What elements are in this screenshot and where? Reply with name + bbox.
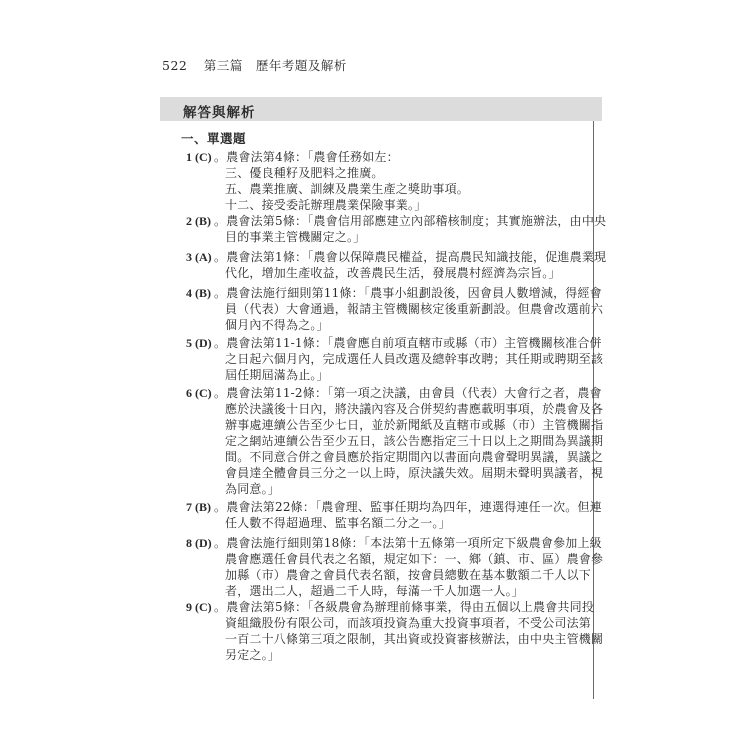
answer-number: 4 (B) bbox=[186, 286, 211, 300]
answer-text-line: 五、農業推廣、訓練及農業生產之獎助事項。 bbox=[225, 182, 470, 196]
answer-text-line: 。農會法第22條：「農會理、監事任期均為四年，連選得連任一次。但連 bbox=[214, 500, 602, 514]
page-number: 522 bbox=[162, 58, 188, 73]
answer-number: 9 (C) bbox=[186, 600, 212, 614]
answer-text-line: 加縣（市）農會之會員代表名額，按會員總數在基本數額二千人以下 bbox=[225, 568, 592, 582]
running-header bbox=[162, 56, 347, 74]
answer-text-line: 。農會法第11-2條：「第一項之決議，由會員（代表）大會行之者，農會 bbox=[214, 386, 602, 400]
answer-text-line: 員（代表）大會通過，報請主管機關核定後重新劃設。但農會改選前六 bbox=[225, 302, 604, 316]
answer-number: 1 (C) bbox=[186, 150, 212, 164]
answer-text-line: 任人數不得超過理、監事名額二分之一。」 bbox=[225, 516, 451, 530]
answer-text-line: 代化，增加生產收益，改善農民生活，發展農村經濟為宗旨。」 bbox=[225, 266, 561, 280]
chapter-title: 第三篇 歷年考題及解析 bbox=[203, 58, 347, 73]
answer-text-line: 一百二十八條第三項之限制，其出資或投資審核辦法，由中央主管機關 bbox=[225, 632, 604, 646]
answer-text-line: 。農會法第5條：「各級農會為辦理前條事業，得由五個以上農會共同投 bbox=[214, 600, 595, 614]
answer-number: 3 (A) bbox=[186, 250, 212, 264]
answer-text-line: 個月內不得為之。」 bbox=[225, 318, 329, 332]
answer-number: 8 (D) bbox=[186, 536, 212, 550]
answer-text-line: 辦事處連續公告至少七日，並於新聞紙及直轄市或縣（市）主管機關指 bbox=[225, 418, 604, 432]
answer-text-line: 屆任期屆滿為止。」 bbox=[225, 368, 329, 382]
answer-text-line: 為同意。」 bbox=[225, 482, 281, 496]
answer-number: 5 (D) bbox=[186, 336, 212, 350]
answer-text-line: 十二、接受委託辦理農業保險事業。」 bbox=[225, 198, 427, 212]
answer-text-line: 。農會法施行細則第11條：「農事小組劃設後，因會員人數增減，得經會 bbox=[214, 286, 602, 300]
answer-text-line: 應於決議後十日內，將決議內容及合併契約書應載明事項，於農會及各 bbox=[225, 402, 604, 416]
answer-text-line: 三、優良種籽及肥料之推廣。 bbox=[225, 166, 384, 180]
answer-text-line: 。農會法第4條：「農會任務如左： bbox=[214, 150, 399, 164]
answer-text-line: 定之網站連續公告至少五日，該公告應指定三十日以上之期間為異議期 bbox=[225, 434, 604, 448]
answer-text-line: 。農會法第1條：「農會以保障農民權益，提高農民知識技能，促進農業現 bbox=[214, 250, 607, 264]
answer-text-line: 資組織股份有限公司，而該項投資為重大投資事項者，不受公司法第 bbox=[225, 616, 592, 630]
answer-text-line: 。農會法第5條：「農會信用部應建立內部稽核制度；其實施辦法，由中央 bbox=[214, 214, 607, 228]
subsection-title: 一、單選題 bbox=[181, 131, 247, 146]
answer-text-line: 會員達全體會員三分之一以上時，原決議失效。屆期未聲明異議者，視 bbox=[225, 466, 604, 480]
answer-text-line: 者，選出二人，超過二千人時，每滿一千人加選一人。」 bbox=[225, 584, 525, 598]
answer-text-line: 。農會法第11-1條：「農會應自前項直轄市或縣（市）主管機關核准合併 bbox=[214, 336, 602, 350]
answer-number: 7 (B) bbox=[186, 500, 211, 514]
answer-text-line: 間。不同意合併之會員應於指定期間內以書面向農會聲明異議，異議之 bbox=[225, 450, 604, 464]
answer-text-line: 農會應選任會員代表之名額，規定如下：一、鄉（鎮、市、區）農會參 bbox=[225, 552, 604, 566]
section-title: 解答與解析 bbox=[183, 105, 256, 121]
answer-text-line: 之日起六個月內，完成選任人員改選及總幹事改聘；其任期或聘期至該 bbox=[225, 352, 604, 366]
answer-number: 2 (B) bbox=[186, 214, 211, 228]
answer-number: 6 (C) bbox=[186, 386, 212, 400]
answer-text-line: 另定之。」 bbox=[225, 648, 281, 662]
answer-text-line: 。農會法施行細則第18條：「本法第十五條第一項所定下級農會參加上級 bbox=[214, 536, 602, 550]
answer-text-line: 目的事業主管機關定之。」 bbox=[225, 230, 366, 244]
